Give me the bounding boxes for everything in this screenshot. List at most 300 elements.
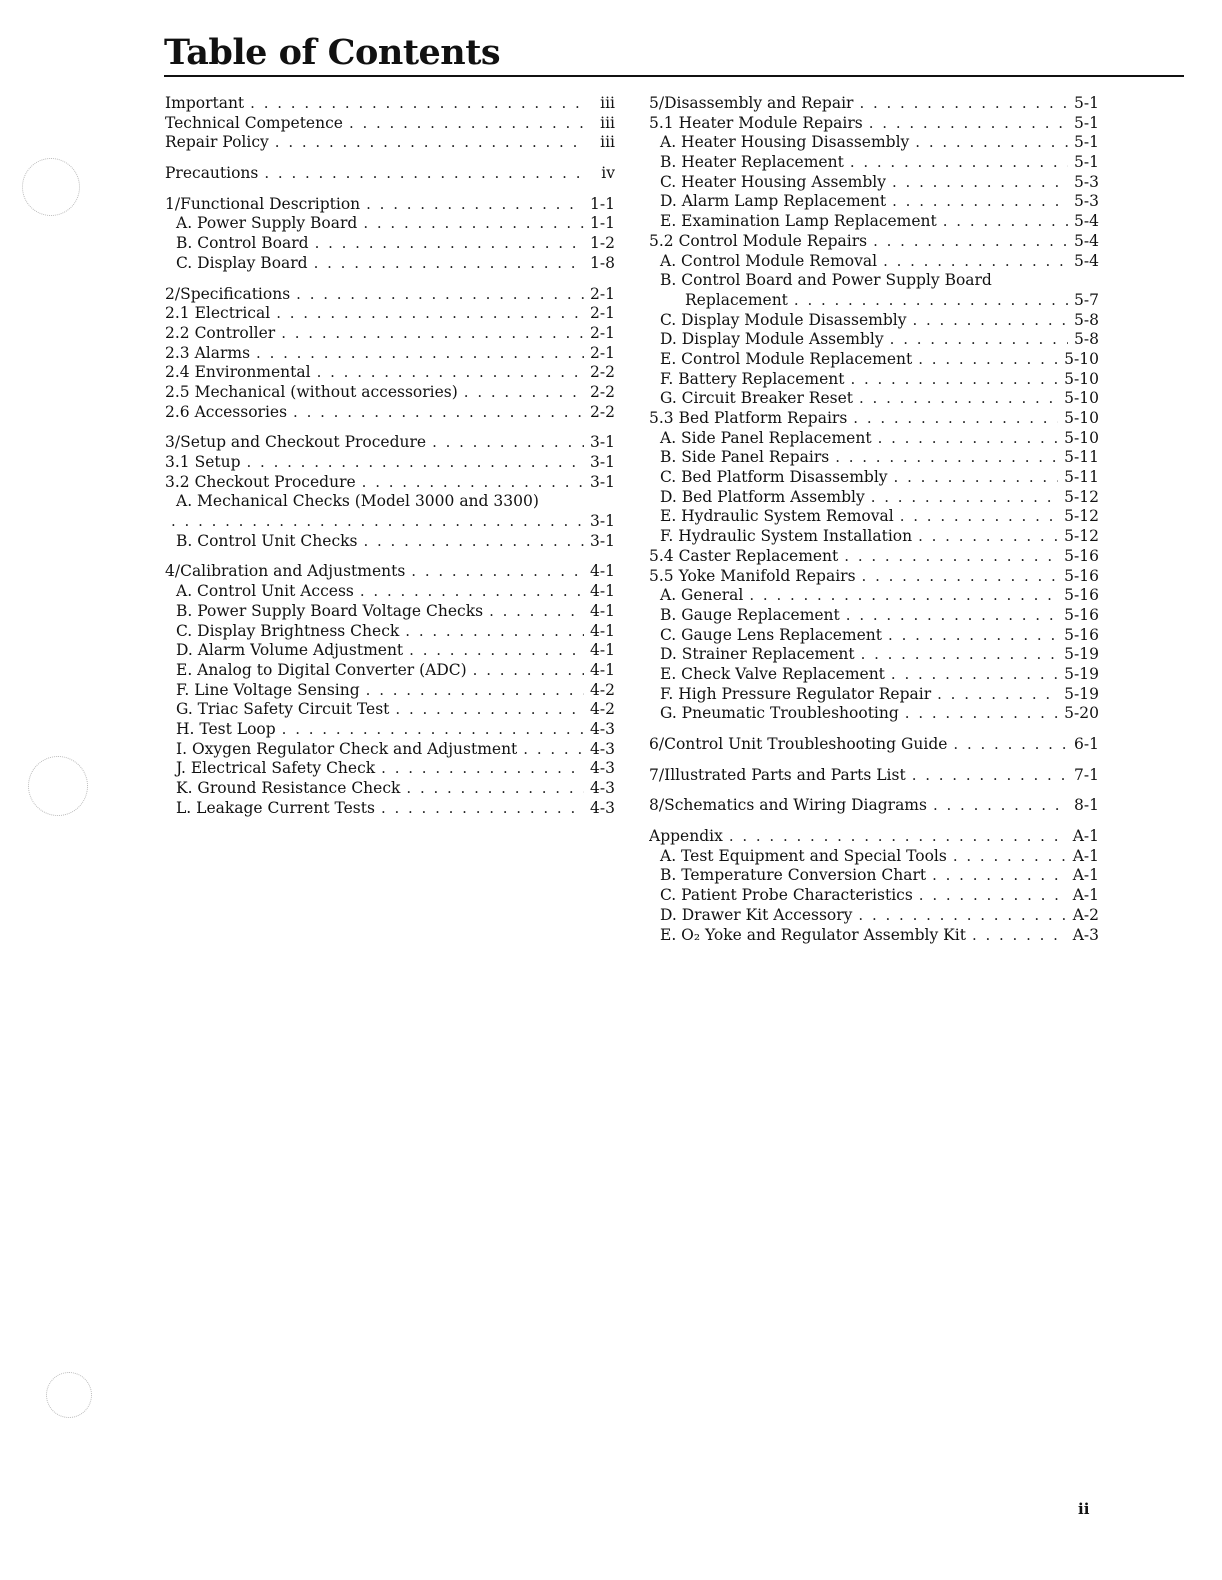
toc-entry[interactable] <box>649 547 1099 567</box>
toc-entry[interactable] <box>165 661 615 681</box>
dot-leader <box>281 324 584 344</box>
toc-entry[interactable] <box>649 271 1099 291</box>
toc-entry-label: 5.5 Yoke Manifold Repairs <box>649 566 856 585</box>
dot-leader <box>858 906 1066 926</box>
toc-entry[interactable] <box>165 433 615 453</box>
dot-leader <box>953 847 1067 867</box>
toc-entry[interactable] <box>165 799 615 819</box>
toc-entry[interactable] <box>649 389 1099 409</box>
toc-entry[interactable] <box>165 344 615 364</box>
toc-entry-page: 4-1 <box>590 582 615 601</box>
toc-entry-label: 1/Functional Description <box>165 194 361 213</box>
toc-entry-label: B. Power Supply Board Voltage Checks <box>176 601 484 620</box>
toc-entry-label: 2/Specifications <box>165 284 291 303</box>
toc-entry-label: Technical Competence <box>165 113 343 132</box>
toc-entry[interactable] <box>649 847 1099 867</box>
toc-entry-label: F. Battery Replacement <box>660 369 845 388</box>
toc-entry[interactable] <box>649 291 1099 311</box>
toc-entry-page: iii <box>600 113 615 132</box>
toc-entry-label: A. Control Module Removal <box>660 251 878 270</box>
toc-entry-page: 4-1 <box>590 562 615 581</box>
toc-entry[interactable] <box>165 304 615 324</box>
dot-leader <box>363 532 584 552</box>
dot-leader <box>405 622 584 642</box>
dot-leader <box>912 766 1068 786</box>
toc-entry[interactable] <box>649 766 1099 786</box>
toc-entry-page: A-1 <box>1072 827 1099 846</box>
toc-entry-page: 5-1 <box>1074 153 1099 172</box>
toc-entry-page: 2-1 <box>590 343 615 362</box>
toc-entry-label: E. Analog to Digital Converter (ADC) <box>176 660 467 679</box>
toc-entry[interactable] <box>165 214 615 234</box>
toc-entry-page: 3-1 <box>590 512 615 531</box>
toc-entry[interactable] <box>165 285 615 305</box>
toc-entry[interactable] <box>649 507 1099 527</box>
dot-leader <box>250 94 585 114</box>
dot-leader <box>883 252 1068 272</box>
toc-entry-label: C. Gauge Lens Replacement <box>660 625 883 644</box>
toc-entry-page: 3-1 <box>590 433 615 452</box>
toc-entry[interactable] <box>649 350 1099 370</box>
dot-leader <box>835 448 1058 468</box>
dot-leader <box>171 512 584 532</box>
toc-entry[interactable] <box>649 409 1099 429</box>
toc-entry-page: 2-1 <box>590 304 615 323</box>
toc-entry-label: A. Side Panel Replacement <box>660 428 872 447</box>
toc-entry-label: A. Control Unit Access <box>176 582 354 601</box>
toc-entry-page: 5-16 <box>1064 625 1099 644</box>
dot-leader <box>411 562 584 582</box>
toc-entry[interactable] <box>649 685 1099 705</box>
toc-entry-label: B. Control Board and Power Supply Board <box>660 271 992 290</box>
toc-entry[interactable] <box>165 532 615 552</box>
page-number: ii <box>1078 1500 1090 1518</box>
toc-entry[interactable] <box>649 866 1099 886</box>
toc-entry-label: G. Pneumatic Troubleshooting <box>660 704 899 723</box>
toc-entry[interactable] <box>649 133 1099 153</box>
toc-entry-label: 2.5 Mechanical (without accessories) <box>165 382 458 401</box>
toc-entry-page: iv <box>601 164 615 183</box>
toc-entry-label: F. High Pressure Regulator Repair <box>660 684 932 703</box>
toc-entry-label: C. Bed Platform Disassembly <box>660 468 888 487</box>
toc-entry[interactable] <box>649 645 1099 665</box>
toc-entry[interactable] <box>165 133 615 153</box>
dot-leader <box>905 704 1058 724</box>
toc-entry-page: 4-1 <box>590 621 615 640</box>
toc-entry[interactable] <box>165 602 615 622</box>
toc-entry-page: 2-1 <box>590 323 615 342</box>
toc-entry[interactable] <box>649 212 1099 232</box>
toc-entry-label: E. Check Valve Replacement <box>660 664 885 683</box>
toc-entry-label: A. Mechanical Checks (Model 3000 and 3300) <box>176 492 539 511</box>
dot-leader <box>862 567 1059 587</box>
dot-leader <box>912 311 1068 331</box>
toc-entry-page: 2-2 <box>590 402 615 421</box>
toc-entry[interactable] <box>649 311 1099 331</box>
dot-leader <box>360 582 584 602</box>
toc-entry-label: C. Patient Probe Characteristics <box>660 886 913 905</box>
toc-entry-label: C. Heater Housing Assembly <box>660 172 887 191</box>
toc-entry-page: 5-1 <box>1074 133 1099 152</box>
page-title: Table of Contents <box>164 32 501 73</box>
dot-leader <box>363 214 584 234</box>
toc-entry[interactable] <box>165 720 615 740</box>
toc-entry-page: 5-10 <box>1064 428 1099 447</box>
dot-leader <box>366 681 584 701</box>
toc-entry-label: D. Strainer Replacement <box>660 645 855 664</box>
dot-leader <box>915 133 1068 153</box>
toc-entry[interactable] <box>165 582 615 602</box>
toc-entry-label: B. Side Panel Repairs <box>660 448 830 467</box>
dot-leader <box>523 740 584 760</box>
toc-entry-label: B. Gauge Replacement <box>660 605 840 624</box>
title-rule <box>164 75 1184 77</box>
dot-leader <box>256 344 584 364</box>
toc-entry[interactable] <box>649 886 1099 906</box>
dot-leader <box>859 389 1058 409</box>
toc-entry-page: 4-3 <box>590 719 615 738</box>
toc-entry-page: 5-10 <box>1064 369 1099 388</box>
toc-entry[interactable] <box>649 330 1099 350</box>
dot-leader <box>381 759 584 779</box>
toc-entry-page: 4-1 <box>590 601 615 620</box>
toc-entry[interactable] <box>165 473 615 493</box>
toc-entry-page: 5-19 <box>1064 664 1099 683</box>
toc-entry-page: 5-7 <box>1074 290 1099 309</box>
toc-entry[interactable] <box>649 370 1099 390</box>
toc-entry-page: 5-11 <box>1064 468 1099 487</box>
toc-entry-page: 5-16 <box>1064 586 1099 605</box>
toc-entry-label: I. Oxygen Regulator Check and Adjustment <box>176 739 518 758</box>
toc-entry[interactable] <box>165 700 615 720</box>
toc-entry-label: A. Heater Housing Disassembly <box>660 133 910 152</box>
dot-leader <box>871 488 1058 508</box>
toc-entry[interactable] <box>649 567 1099 587</box>
toc-entry-page: 4-3 <box>590 739 615 758</box>
toc-entry-label: Repair Policy <box>165 133 269 152</box>
dot-leader <box>406 779 584 799</box>
toc-entry-label: D. Alarm Lamp Replacement <box>660 192 887 211</box>
toc-entry[interactable] <box>165 114 615 134</box>
toc-entry-label: 3/Setup and Checkout Procedure <box>165 433 427 452</box>
dot-leader <box>282 720 584 740</box>
toc-entry-page: A-3 <box>1072 925 1099 944</box>
toc-entry[interactable] <box>165 164 615 184</box>
toc-entry[interactable] <box>165 779 615 799</box>
toc-entry-page: 5-16 <box>1064 546 1099 565</box>
dot-leader <box>953 735 1068 755</box>
dot-leader <box>888 626 1058 646</box>
toc-entry[interactable] <box>165 492 615 512</box>
toc-entry-page: A-2 <box>1072 905 1099 924</box>
toc-entry[interactable] <box>649 704 1099 724</box>
toc-entry[interactable] <box>649 926 1099 946</box>
toc-entry-label: C. Display Brightness Check <box>176 621 400 640</box>
toc-entry[interactable] <box>165 234 615 254</box>
toc-entry[interactable] <box>649 586 1099 606</box>
toc-entry-label: 3.2 Checkout Procedure <box>165 472 356 491</box>
toc-entry-page: 7-1 <box>1074 765 1099 784</box>
dot-leader <box>276 304 584 324</box>
toc-entry[interactable] <box>649 429 1099 449</box>
toc-entry-page: 5-12 <box>1064 507 1099 526</box>
toc-entry-label: E. Examination Lamp Replacement <box>660 212 937 231</box>
dot-leader <box>794 291 1068 311</box>
toc-entry-page: 5-10 <box>1064 349 1099 368</box>
dot-leader <box>900 507 1058 527</box>
toc-entry[interactable] <box>649 153 1099 173</box>
toc-entry[interactable] <box>165 740 615 760</box>
toc-entry-label: 5.4 Caster Replacement <box>649 546 839 565</box>
toc-entry-page: 5-8 <box>1074 330 1099 349</box>
toc-entry[interactable] <box>649 827 1099 847</box>
toc-entry[interactable] <box>649 527 1099 547</box>
punch-hole-mark <box>28 756 88 816</box>
toc-entry-page: 4-3 <box>590 779 615 797</box>
dot-leader <box>894 468 1059 488</box>
toc-entry-label: E. Control Module Replacement <box>660 349 913 368</box>
toc-entry-page: 5-12 <box>1064 527 1099 546</box>
toc-entry[interactable] <box>649 94 1099 114</box>
toc-entry-page: 3-1 <box>590 453 615 471</box>
dot-leader <box>315 234 584 254</box>
dot-leader <box>943 212 1068 232</box>
toc-entry[interactable] <box>165 324 615 344</box>
toc-entry[interactable] <box>165 453 615 473</box>
toc-entry-label: 5.2 Control Module Repairs <box>649 231 868 250</box>
toc-entry-label: A. Test Equipment and Special Tools <box>660 846 947 865</box>
toc-entry-page: 4-1 <box>590 641 615 660</box>
toc-entry-page: A-1 <box>1072 866 1099 885</box>
dot-leader <box>850 153 1068 173</box>
toc-entry[interactable] <box>649 192 1099 212</box>
dot-leader <box>932 866 1067 886</box>
toc-entry-page: 2-1 <box>590 284 615 303</box>
toc-entry-page: 3-1 <box>590 472 615 491</box>
toc-entry-page: 1-1 <box>590 194 615 213</box>
toc-entry-label: F. Hydraulic System Installation <box>660 527 913 546</box>
toc-entry-page: 5-12 <box>1064 487 1099 506</box>
toc-entry-label: Appendix <box>649 827 723 846</box>
toc-entry-page: 4-2 <box>590 700 615 719</box>
dot-leader <box>972 926 1067 946</box>
toc-entry-page: A-1 <box>1072 886 1099 905</box>
toc-entry-page: 5-4 <box>1074 251 1099 270</box>
toc-entry-label: 7/Illustrated Parts and Parts List <box>649 765 906 784</box>
toc-entry-page: 4-3 <box>590 759 615 778</box>
toc-entry-page: 3-1 <box>590 531 615 550</box>
toc-entry-page: 5-19 <box>1064 645 1099 664</box>
toc-entry-label: K. Ground Resistance Check <box>176 779 401 797</box>
toc-entry-label: Important <box>165 94 245 112</box>
dot-leader <box>317 363 584 383</box>
toc-entry-page: 1-1 <box>590 214 615 233</box>
dot-leader <box>859 94 1068 114</box>
dot-leader <box>937 685 1058 705</box>
toc-entry-page: 1-8 <box>590 253 615 272</box>
dot-leader <box>296 285 584 305</box>
toc-entry-page: 1-2 <box>590 234 615 253</box>
toc-entry[interactable] <box>165 759 615 779</box>
toc-right-column <box>649 94 1099 945</box>
toc-entry[interactable] <box>165 94 615 114</box>
dot-leader <box>381 799 584 819</box>
toc-entry-label: B. Heater Replacement <box>660 153 844 172</box>
toc-entry-label: 8/Schematics and Wiring Diagrams <box>649 796 927 815</box>
dot-leader <box>933 796 1068 816</box>
toc-entry-label: D. Bed Platform Assembly <box>660 487 865 506</box>
dot-leader <box>869 114 1068 134</box>
toc-entry-page: 4-2 <box>590 680 615 699</box>
toc-entry-label: 2.3 Alarms <box>165 343 251 362</box>
dot-leader <box>366 195 584 215</box>
dot-leader <box>489 602 584 622</box>
toc-entry[interactable] <box>649 606 1099 626</box>
toc-entry-label: G. Triac Safety Circuit Test <box>176 700 390 719</box>
toc-entry-label: 5/Disassembly and Repair <box>649 94 854 112</box>
toc-entry-label: A. Power Supply Board <box>176 214 358 233</box>
toc-entry[interactable] <box>649 252 1099 272</box>
toc-entry[interactable] <box>649 796 1099 816</box>
toc-entry[interactable] <box>649 488 1099 508</box>
toc-entry[interactable] <box>649 665 1099 685</box>
dot-leader <box>873 232 1068 252</box>
toc-entry-label: A. General <box>660 586 744 605</box>
dot-leader <box>853 409 1058 429</box>
dot-leader <box>293 403 584 423</box>
toc-entry[interactable] <box>165 195 615 215</box>
toc-entry-label: C. Display Module Disassembly <box>660 310 907 329</box>
toc-entry-page: 5-3 <box>1074 192 1099 211</box>
dot-leader <box>395 700 584 720</box>
dot-leader <box>878 429 1059 449</box>
dot-leader <box>749 586 1058 606</box>
punch-hole-mark <box>22 158 80 216</box>
toc-entry-label: 5.1 Heater Module Repairs <box>649 113 863 132</box>
toc-entry[interactable] <box>165 254 615 274</box>
toc-entry-label: E. O₂ Yoke and Regulator Assembly Kit <box>660 925 966 944</box>
toc-entry-label: D. Drawer Kit Accessory <box>660 905 853 924</box>
toc-entry[interactable] <box>649 468 1099 488</box>
toc-entry-page: A-1 <box>1072 846 1099 865</box>
toc-entry-page: 5-3 <box>1074 172 1099 191</box>
toc-entry[interactable] <box>165 363 615 383</box>
toc-entry-label: 2.4 Environmental <box>165 363 311 382</box>
toc-entry-label: F. Line Voltage Sensing <box>176 680 360 699</box>
toc-entry[interactable] <box>649 173 1099 193</box>
toc-entry-label: D. Alarm Volume Adjustment <box>176 641 404 660</box>
dot-leader <box>844 547 1058 567</box>
toc-entry-label: Replacement <box>685 290 788 309</box>
dot-leader <box>264 164 585 184</box>
toc-entry-label: E. Hydraulic System Removal <box>660 507 894 526</box>
toc-entry-label: B. Control Unit Checks <box>176 531 358 550</box>
dot-leader <box>918 350 1058 370</box>
toc-entry-page: 5-10 <box>1064 409 1099 427</box>
toc-entry-page: 2-2 <box>590 363 615 382</box>
dot-leader <box>473 661 584 681</box>
toc-entry-label: B. Control Board <box>176 234 309 253</box>
dot-leader <box>247 453 585 473</box>
toc-entry-page: 5-1 <box>1074 94 1099 112</box>
toc-entry-page: 4-1 <box>590 660 615 679</box>
dot-leader <box>349 114 585 134</box>
toc-entry-page: 5-4 <box>1074 231 1099 250</box>
toc-entry-label: H. Test Loop <box>176 719 276 738</box>
toc-entry-label: 2.2 Controller <box>165 323 276 342</box>
toc-entry-label: 3.1 Setup <box>165 453 241 471</box>
toc-entry[interactable] <box>165 403 615 423</box>
toc-entry[interactable] <box>165 622 615 642</box>
toc-entry-page: 5-11 <box>1064 448 1099 467</box>
toc-entry[interactable] <box>649 232 1099 252</box>
toc-entry-label: L. Leakage Current Tests <box>176 798 375 817</box>
toc-entry-label: 5.3 Bed Platform Repairs <box>649 409 848 427</box>
dot-leader <box>409 641 584 661</box>
dot-leader <box>432 433 584 453</box>
toc-entry-page: iii <box>600 94 615 112</box>
toc-entry-page: 5-10 <box>1064 389 1099 408</box>
toc-entry-label: 2.1 Electrical <box>165 304 271 323</box>
toc-entry-label: B. Temperature Conversion Chart <box>660 866 927 885</box>
dot-leader <box>729 827 1067 847</box>
toc-entry-label: 6/Control Unit Troubleshooting Guide <box>649 735 948 753</box>
toc-entry-page: 5-8 <box>1074 310 1099 329</box>
toc-entry[interactable] <box>649 906 1099 926</box>
toc-entry-page: 5-16 <box>1064 605 1099 624</box>
dot-leader <box>846 606 1058 626</box>
dot-leader <box>918 527 1058 547</box>
dot-leader <box>861 645 1059 665</box>
punch-hole-mark <box>46 1372 92 1418</box>
toc-entry-label: 4/Calibration and Adjustments <box>165 562 406 581</box>
dot-leader <box>314 254 584 274</box>
toc-entry-page: iii <box>600 133 615 152</box>
toc-left-column <box>165 94 615 818</box>
toc-entry[interactable] <box>165 512 615 532</box>
toc-entry[interactable] <box>649 114 1099 134</box>
toc-entry[interactable] <box>649 448 1099 468</box>
toc-entry-page: 6-1 <box>1074 735 1099 753</box>
toc-entry-label: G. Circuit Breaker Reset <box>660 389 854 408</box>
dot-leader <box>362 473 584 493</box>
toc-entry-label: Precautions <box>165 164 259 183</box>
toc-entry-page: 5-19 <box>1064 684 1099 703</box>
toc-entry-page: 5-4 <box>1074 212 1099 231</box>
toc-entry-page: 4-3 <box>590 798 615 817</box>
toc-entry[interactable] <box>165 383 615 403</box>
toc-entry[interactable] <box>649 626 1099 646</box>
toc-entry-label: J. Electrical Safety Check <box>176 759 376 778</box>
dot-leader <box>890 330 1068 350</box>
dot-leader <box>891 665 1058 685</box>
toc-entry-page: 8-1 <box>1074 796 1099 815</box>
toc-entry-label: D. Display Module Assembly <box>660 330 884 349</box>
toc-entry-page: 5-20 <box>1064 704 1099 723</box>
toc-entry[interactable] <box>165 681 615 701</box>
toc-entry-page: 2-2 <box>590 382 615 401</box>
toc-entry-label: C. Display Board <box>176 253 308 272</box>
dot-leader <box>850 370 1058 390</box>
dot-leader <box>464 383 584 403</box>
toc-entry[interactable] <box>649 735 1099 755</box>
toc-entry[interactable] <box>165 562 615 582</box>
dot-leader <box>892 192 1068 212</box>
dot-leader <box>919 886 1067 906</box>
toc-entry[interactable] <box>165 641 615 661</box>
toc-entry-page: 5-16 <box>1064 566 1099 585</box>
toc-entry-page: 5-1 <box>1074 113 1099 132</box>
